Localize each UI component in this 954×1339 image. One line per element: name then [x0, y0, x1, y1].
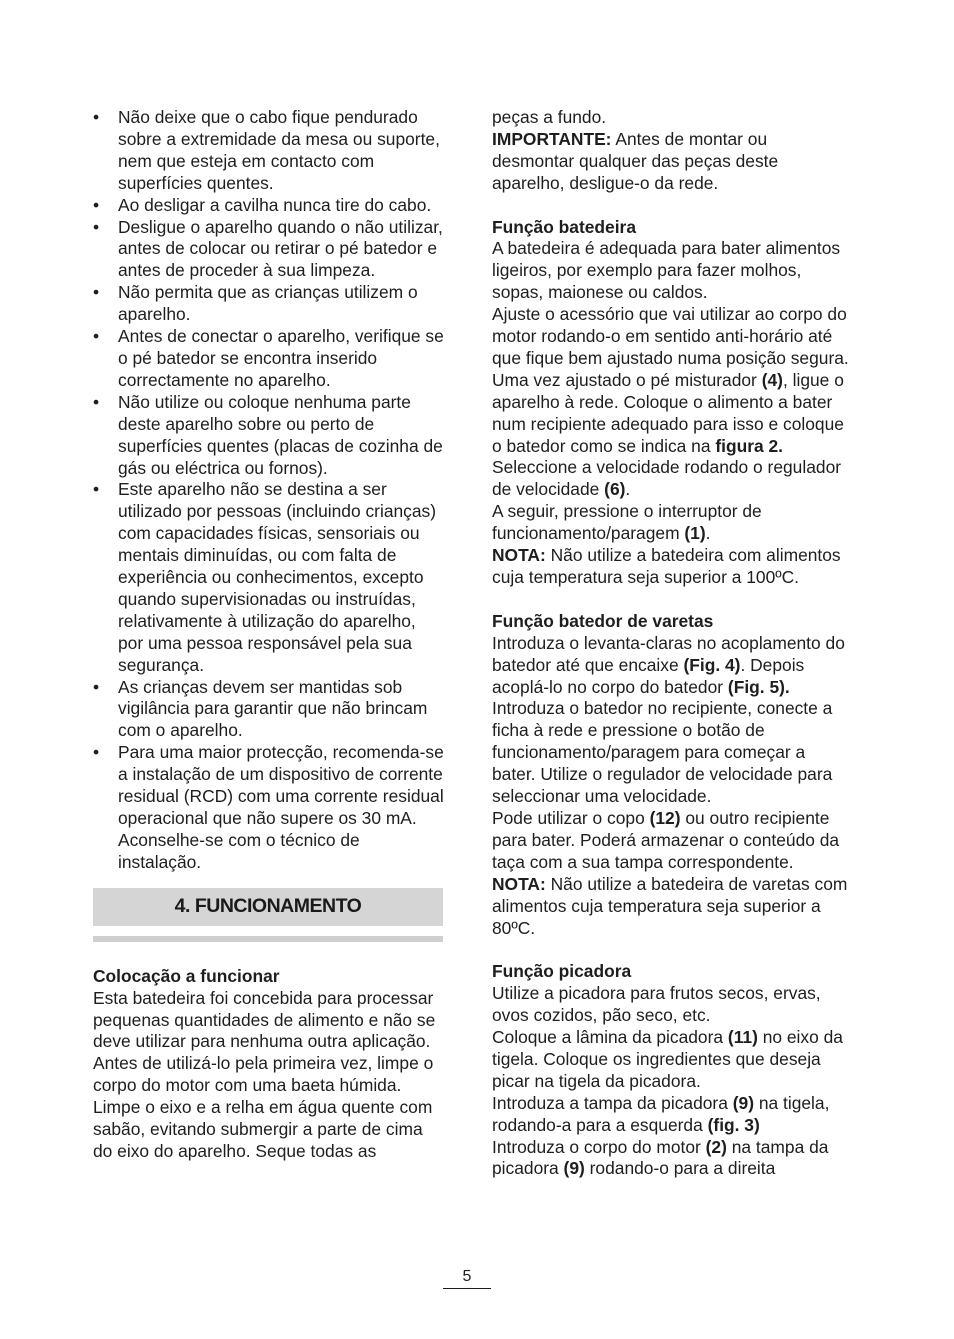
- page-number: 5: [462, 1268, 472, 1285]
- text: .: [625, 479, 631, 500]
- section-banner: [93, 888, 443, 926]
- note: [492, 545, 852, 589]
- text: Seleccione a velocidade rodando o regulador de velocidade: [492, 457, 842, 500]
- text: na tigela, rodando-a para a esquerda: [492, 1092, 830, 1135]
- reference: (12): [649, 807, 681, 828]
- text: .: [705, 523, 711, 544]
- figure-reference: (Fig. 5).: [727, 676, 790, 697]
- paragraph: [492, 1093, 852, 1137]
- text: Introduza o corpo do motor: [492, 1136, 706, 1157]
- paragraph: [492, 808, 852, 874]
- text: Introduza a tampa da picadora: [492, 1092, 733, 1113]
- important-note: [492, 129, 852, 195]
- note-text: Não utilize a batedeira com alimentos cuja temperatura seja superior a 100ºC.: [492, 545, 841, 588]
- reference: (4): [761, 369, 783, 390]
- heading-funcao-batedeira: Função batedeira: [492, 216, 636, 237]
- text: no eixo da tigela. Coloque os ingredientes que deseja picar na tigela da picadora.: [492, 1027, 843, 1091]
- safety-list: [93, 107, 445, 874]
- list-item: • Desligue o aparelho quando o não utilizar, antes de colocar ou retirar o pé batedor e antes de proceder à sua limpeza.: [93, 217, 445, 283]
- heading-funcao-picadora: Função picadora: [492, 961, 632, 982]
- figure-reference: figura 2.: [715, 435, 783, 456]
- list-item: • Não utilize ou coloque nenhuma parte deste aparelho sobre ou perto de superfícies quentes (placas de cozinha de gás ou eléctrica ou fornos).: [93, 392, 445, 480]
- right-column: [492, 107, 852, 1180]
- section-title: 4. FUNCIONAMENTO: [174, 894, 362, 917]
- paragraph: Utilize a picadora para frutos secos, ervas, ovos cozidos, pão seco, etc.: [492, 983, 821, 1026]
- reference: (2): [705, 1136, 727, 1157]
- paragraph: Introduza o batedor no recipiente, conecte a ficha à rede e pressione o botão de funcionamento/paragem para começar a bater. Utilize o regulador de velocidade para seleccionar uma velocidade.: [492, 698, 833, 807]
- note: [492, 874, 852, 940]
- note-label: NOTA:: [492, 545, 546, 566]
- text: Coloque a lâmina da picadora: [492, 1027, 728, 1048]
- reference: (1): [684, 523, 706, 544]
- text: A seguir, pressione o interruptor de funcionamento/paragem: [492, 501, 762, 544]
- text: . Depois acoplá-lo no corpo do batedor: [492, 654, 805, 697]
- paragraph: [492, 370, 852, 501]
- text: , ligue o aparelho à rede. Coloque o alimento a bater num recipiente adequado para isso e coloque o batedor como se indica na: [492, 369, 844, 456]
- paragraph: [492, 1027, 852, 1093]
- paragraph: [492, 501, 852, 545]
- paragraph: Esta batedeira foi concebida para processar pequenas quantidades de alimento e não se deve utilizar para nenhuma outra aplicação.: [93, 987, 436, 1052]
- paragraph: Antes de utilizá-lo pela primeira vez, limpe o corpo do motor com uma baeta húmida. Limpe o eixo e a relha em água quente com sabão, evitando submergir a parte de cima do eixo do aparelho. Seque todas as: [93, 1053, 434, 1161]
- list-item: • Não deixe que o cabo fique pendurado sobre a extremidade da mesa ou suporte, nem que esteja em contacto com superfícies quentes.: [93, 107, 445, 195]
- paragraph: A batedeira é adequada para bater alimentos ligeiros, por exemplo para fazer molhos, sopas, maionese ou caldos.: [492, 238, 841, 303]
- note-text: Não utilize a batedeira de varetas com alimentos cuja temperatura seja superior a 80ºC.: [492, 873, 848, 938]
- heading-funcao-varetas: Função batedor de varetas: [492, 610, 714, 631]
- text: rodando-o para a direita: [584, 1158, 776, 1179]
- paragraph: [492, 633, 852, 699]
- list-item: • Este aparelho não se destina a ser utilizado por pessoas (incluindo crianças) com capacidades físicas, sensoriais ou mentais diminuídas, ou com falta de experiência ou conhecimentos, excepto quando supervisionadas ou instruídas, relativamente à utilização do aparelho, por uma pessoa responsável pela sua segurança.: [93, 479, 445, 676]
- text: Pode utilizar o copo: [492, 807, 650, 828]
- paragraph: peças a fundo.: [492, 107, 607, 127]
- list-item: • Não permita que as crianças utilizem o aparelho.: [93, 282, 445, 326]
- figure-reference: (Fig. 4): [683, 654, 741, 675]
- list-item: • Antes de conectar o aparelho, verifique se o pé batedor se encontra inserido correctamente no aparelho.: [93, 326, 445, 392]
- figure-reference: (fig. 3): [707, 1114, 760, 1135]
- text: ou outro recipiente para bater. Poderá armazenar o conteúdo da taça com a sua tampa correspondente.: [492, 807, 840, 872]
- reference: (6): [604, 479, 626, 500]
- note-label: NOTA:: [492, 873, 546, 894]
- reference: (11): [727, 1027, 758, 1048]
- list-item: • Para uma maior protecção, recomenda-se a instalação de um dispositivo de corrente residual (RCD) com uma corrente residual operacional que não supere os 30 mA. Aconselhe-se com o técnico de instalação.: [93, 742, 445, 873]
- paragraph: Ajuste o acessório que vai utilizar ao corpo do motor rodando-o em sentido anti-horário até que fique bem ajustado numa posição segura.: [492, 304, 849, 368]
- page-number-rule: [443, 1288, 491, 1289]
- list-item: • As crianças devem ser mantidas sob vigilância para garantir que não brincam com o aparelho.: [93, 677, 445, 743]
- text: Uma vez ajustado o pé misturador: [492, 369, 762, 390]
- text: Introduza o levanta-claras no acoplamento do batedor até que encaixe: [492, 632, 845, 675]
- important-label: IMPORTANTE:: [492, 128, 612, 149]
- text: na tampa da picadora: [492, 1136, 829, 1179]
- paragraph: [492, 1137, 852, 1181]
- reference: (9): [732, 1092, 754, 1113]
- important-text: Antes de montar ou desmontar qualquer das peças deste aparelho, desligue-o da rede.: [492, 128, 779, 193]
- subheading-colocacao: Colocação a funcionar: [93, 965, 280, 986]
- left-column: [93, 107, 445, 1163]
- reference: (9): [563, 1158, 585, 1179]
- list-item: • Ao desligar a cavilha nunca tire do cabo.: [93, 195, 445, 217]
